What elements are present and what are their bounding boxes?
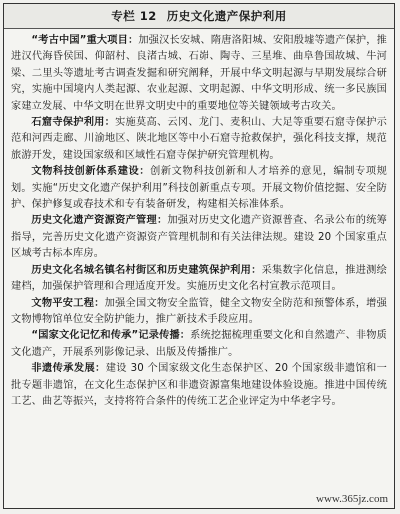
paragraph-text: 系统挖掘梳理重要文化和自然遗产、非物质文化遗产，开展系列影像记录、出版及传播推广。 <box>11 330 387 358</box>
paragraph-intangible-heritage <box>11 361 387 410</box>
paragraph-text: 采集数字化信息，推进测绘建档，加强保护管理和合理适度开发。实施历史文化名村宣教示范项目。 <box>11 264 387 293</box>
paragraph-lead: 文物科技创新体系建设： <box>31 166 151 178</box>
paragraph-asset-management <box>11 213 387 262</box>
paragraph-grottoes <box>11 115 387 164</box>
paragraph-text: 创新文物科技创新和人才培养的意见，编制专项规划。实施“历史文化遗产保护利用”科技创新重点专项。开展文物价值挖掘、安全防护、保护修复或春技术和专有装备研发，构建相关标准体系。 <box>11 166 387 211</box>
column-box <box>3 3 395 509</box>
paragraph-text: 加强对历史文化遗产资源普查、名录公布的统筹指导，完善历史文化遗产资源资产管理机制和有关法律法规。建设 20 个国家重点区域考古标本库房。 <box>11 215 387 260</box>
paragraph-lead: 文物平安工程： <box>31 297 105 309</box>
paragraph-lead: 历史文化名城名镇名村街区和历史建筑保护利用： <box>31 264 262 276</box>
paragraph-cultural-memory <box>11 328 387 361</box>
paragraph-text: 实施莫高、云冈、龙门、麦积山、大足等重要石窟寺保护示范和河西走廊、川渝地区、陕北地区等中小石窟寺抢救保护，强化科技支撑，规范旅游开发，建设国家级和区域性石窟寺保护研究管理机构。 <box>11 117 387 161</box>
paragraph-lead: “国家文化记忆和传承”记录传播： <box>31 330 191 342</box>
paragraph-text: 加强汉长安城、隋唐洛阳城、安阳殷墟等遗产保护，推进汉代海昏侯国、仰韶村、良渚古城、石峁、陶寺、三星堆、曲阜鲁国故城、牛河梁、二里头等遗址考古调查发掘和研究阐释，开展中华文明起源与早期发展综合研究，实施中国境内人类起源、农业起源、文明起源、中华文明形成、统一多民族国家建立发展、中华文明在世界文明史中的重要地位等关键领域考古攻关。 <box>11 35 387 112</box>
paragraph-archaeology <box>11 33 387 115</box>
column-body <box>4 29 394 410</box>
paragraph-lead: 石窟寺保护利用： <box>31 117 116 129</box>
paragraph-lead: 历史文化遗产资源资产管理： <box>31 215 168 227</box>
paragraph-text: 建设 30 个国家级文化生态保护区、20 个国家级非遗馆和一批专题非遗馆，在文化生态保护区和非遗资源富集地建设体验设施。推进中国传统工艺、曲艺等振兴，支持将符合条件的传统工艺企业评定为中华老字号。 <box>11 363 387 407</box>
column-title: 历史文化遗产保护利用 <box>166 9 287 23</box>
column-number: 专栏 12 <box>111 9 157 23</box>
paragraph-text: 加强全国文物安全监管，健全文物安全防范和预警体系，增强文物博物馆单位安全防护能力，推广新技术手段应用。 <box>11 297 387 325</box>
paragraph-historic-cities <box>11 263 387 296</box>
site-watermark: www.365jz.com <box>316 493 388 505</box>
paragraph-lead: 非遗传承发展： <box>31 363 106 375</box>
paragraph-lead: “考古中国”重大项目： <box>31 35 139 46</box>
paragraph-tech-innovation <box>11 164 387 213</box>
paragraph-safety <box>11 296 387 329</box>
column-header <box>4 4 394 29</box>
